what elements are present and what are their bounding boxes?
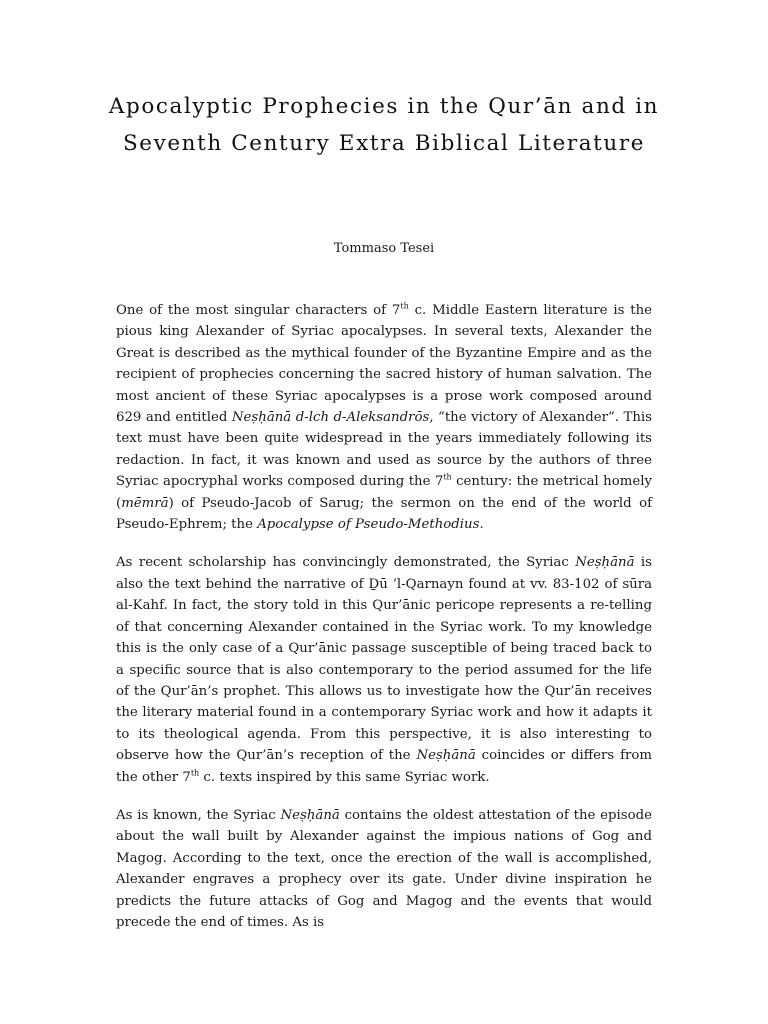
italic-text: Neṣḥānā d-lch d-Aleksandrōs bbox=[231, 410, 430, 426]
text-run: As recent scholarship has convincingly demonstrated, the Syriac bbox=[116, 555, 576, 571]
text-run: , “the victory of Alexander”. This text must have been quite widespread in the years immediately following its redaction. In fact, it was known and used as source by the authors of three Syriac apocryphal works composed during the 7 bbox=[116, 410, 652, 490]
text-run: ) of Pseudo-Jacob of Sarug; the sermon on the end of the world of Pseudo-Ephrem; the bbox=[116, 495, 652, 533]
italic-text: Neṣḥānā bbox=[280, 807, 340, 823]
italic-text: Neṣḥānā bbox=[575, 555, 635, 571]
text-run: c. texts inspired by this same Syriac work. bbox=[199, 769, 490, 785]
text-run: As is known, the Syriac bbox=[116, 807, 281, 823]
text-run: . bbox=[479, 517, 484, 533]
text-run: century: the metrical homely ( bbox=[116, 474, 652, 511]
italic-text: Apocalypse of Pseudo-Methodius bbox=[257, 517, 480, 533]
text-run: c. Middle Eastern literature is the pious king Alexander of Syriac apocalypses. In several texts, Alexander the Great is described as the mythical founder of the Byzantine Empire and as the recipient of prophecies concerning the sacred history of human salvation. The most ancient of these Syriac apocalypses is a prose work composed around 629 and entitled bbox=[116, 303, 653, 426]
superscript-text: th bbox=[443, 472, 452, 482]
italic-text: Neṣḥānā bbox=[416, 748, 476, 764]
author-name: Tommaso Tesei bbox=[333, 241, 435, 256]
text-run: coincides or differs from the other 7 bbox=[116, 748, 653, 785]
superscript-text: th bbox=[190, 768, 200, 778]
italic-text: mēmrā bbox=[121, 495, 169, 511]
text-run: contains the oldest attestation of the episode about the wall built by Alexander against the impious nations of Gog and Magog. According to the text, once the erection of the wall is accomplished, Alexander engraves a prophecy over its gate. Under divine inspiration he predicts the future attacks of Gog and Magog and the events that would precede the end of times. As is bbox=[116, 807, 652, 930]
document-body bbox=[116, 300, 652, 933]
paragraph bbox=[116, 300, 652, 535]
paragraph bbox=[116, 805, 652, 933]
superscript-text: th bbox=[400, 301, 409, 311]
text-run: One of the most singular characters of 7 bbox=[116, 303, 401, 318]
paragraph bbox=[116, 552, 652, 787]
text-run: is also the text behind the narrative of Ḏū ’l-Qarnayn found at vv. 83-102 of sūra al-Kahf. In fact, the story told in this Qur’ānic pericope represents a re-telling of that concerning Alexander contained in the Syriac work. To my knowledge this is the only case of a Qur’ānic passage susceptible of being traced back to a specific source that is also contemporary to the period assumed for the life of the Qur’ān’s prophet. This allows us to investigate how the Qur’ān receives the literary material found in a contemporary Syriac work and how it adapts it to its theological agenda. From this perspective, it is also interesting to observe how the Qur’ān’s reception of the bbox=[116, 555, 652, 764]
document-title: Apocalyptic Prophecies in the Qur’ān and in Seventh Century Extra Biblical Literature bbox=[108, 94, 660, 156]
